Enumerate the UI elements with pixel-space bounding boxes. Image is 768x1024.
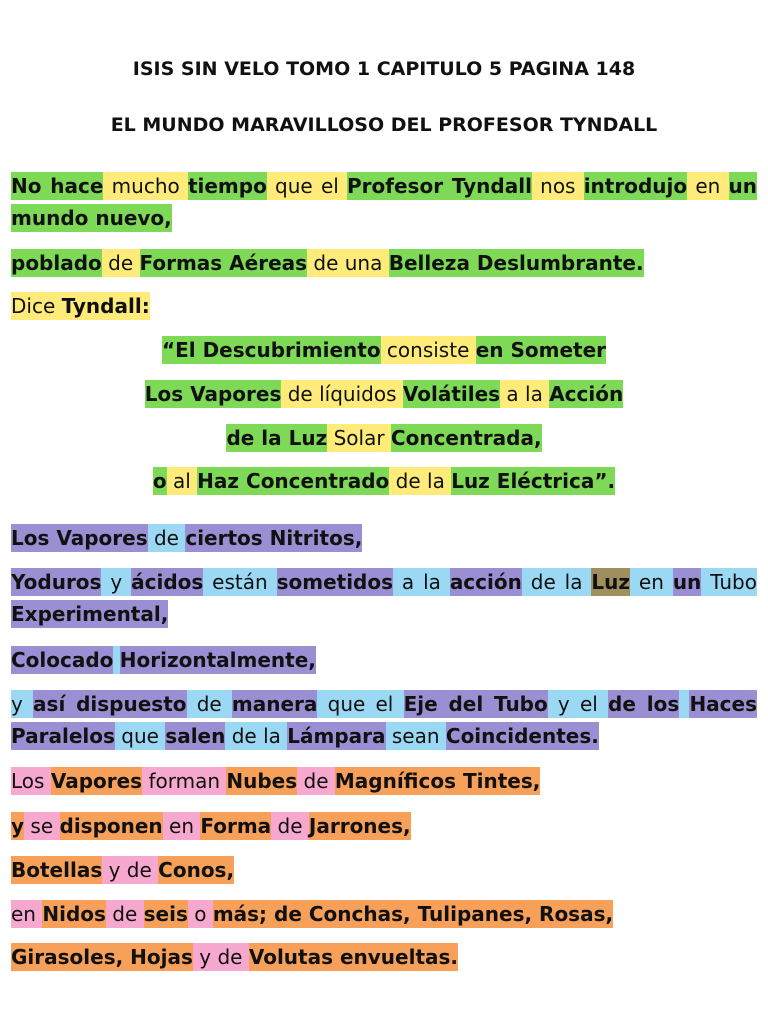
highlight-segment: Lámpara — [287, 724, 386, 748]
paragraph-p13 — [11, 810, 757, 842]
highlight-segment: o — [152, 469, 167, 493]
highlight-segment: y de — [192, 945, 249, 969]
highlight-segment: poblado — [11, 251, 102, 275]
highlight-segment: seis — [143, 902, 188, 926]
highlight-segment: Formas Aéreas — [139, 251, 308, 275]
highlight-segment: de líquidos — [281, 382, 403, 406]
paragraph-p10 — [11, 644, 757, 676]
highlight-segment: de una — [307, 251, 389, 275]
highlight-segment: al — [166, 469, 198, 493]
highlight-segment: un — [672, 570, 702, 594]
highlight-segment: a la — [393, 570, 450, 594]
highlight-segment: y — [101, 570, 132, 594]
highlight-segment: Los Vapores — [144, 382, 282, 406]
highlight-segment: Tyndall: — [61, 294, 150, 318]
highlight-segment: sometidos — [276, 570, 394, 594]
highlight-segment: de — [101, 251, 140, 275]
paragraph-p3 — [11, 290, 757, 322]
highlight-segment: en — [630, 570, 673, 594]
highlight-segment: forman — [142, 769, 227, 793]
highlight-segment: y — [11, 814, 25, 838]
highlight-segment: y de — [102, 858, 159, 882]
highlight-segment: que el — [317, 692, 404, 716]
highlight-segment: Coincidentes. — [445, 724, 599, 748]
highlight-segment: introdujo — [583, 174, 688, 198]
highlight-segment — [679, 690, 689, 718]
paragraph-p6 — [0, 422, 768, 454]
highlight-segment: ácidos — [131, 570, 204, 594]
highlight-segment: se — [24, 814, 60, 838]
highlight-segment: a la — [500, 382, 550, 406]
highlight-segment: de la — [225, 724, 288, 748]
highlight-segment: de — [186, 692, 232, 716]
highlight-segment: No hace — [11, 174, 104, 198]
highlight-segment: o — [187, 902, 213, 926]
highlight-segment: Belleza Deslumbrante. — [388, 251, 644, 275]
highlight-segment: sean — [385, 724, 446, 748]
highlight-segment: y el — [547, 692, 609, 716]
paragraph-p8 — [11, 522, 757, 554]
highlight-segment: Horizontalmente, — [119, 648, 316, 672]
highlight-segment: salen — [165, 724, 226, 748]
highlight-segment: Forma — [200, 814, 272, 838]
highlight-segment: y — [11, 692, 34, 716]
highlight-segment — [113, 646, 119, 674]
highlight-segment: Nubes — [226, 769, 298, 793]
highlight-segment: que — [114, 724, 166, 748]
highlight-segment: de la — [521, 570, 592, 594]
highlight-segment: Colocado — [11, 648, 114, 672]
highlight-segment: de los — [608, 692, 680, 716]
highlight-segment: Profesor Tyndall — [347, 174, 532, 198]
highlight-segment: tiempo — [187, 174, 267, 198]
paragraph-p7 — [0, 465, 768, 497]
highlight-segment: están — [203, 570, 277, 594]
highlight-segment: Vapores — [50, 769, 143, 793]
highlight-segment: Magníficos Tintes, — [334, 769, 541, 793]
highlight-segment: Volátiles — [402, 382, 501, 406]
highlight-segment: de la — [389, 469, 452, 493]
highlight-segment: Girasoles, Hojas — [11, 945, 193, 969]
highlight-segment: manera — [231, 692, 318, 716]
highlight-segment: de la Luz — [226, 426, 328, 450]
paragraph-p5 — [0, 378, 768, 410]
document-title: ISIS SIN VELO TOMO 1 CAPITULO 5 PAGINA 148 — [132, 58, 636, 80]
highlight-segment: Tubo — [701, 570, 757, 594]
highlight-segment: disponen — [59, 814, 163, 838]
highlight-segment: consiste — [380, 338, 476, 362]
highlight-segment: Haces Paralelos — [11, 692, 757, 748]
document-subtitle: EL MUNDO MARAVILLOSO DEL PROFESOR TYNDALL — [110, 114, 658, 136]
paragraph-p16 — [11, 941, 757, 973]
highlight-segment: Los — [11, 769, 51, 793]
highlight-segment: Luz — [591, 570, 631, 594]
paragraph-p14 — [11, 854, 757, 886]
highlight-segment: más; de Conchas, Tulipanes, Rosas, — [212, 902, 614, 926]
highlight-segment: en — [162, 814, 201, 838]
highlight-segment: de — [271, 814, 309, 838]
paragraph-p11 — [11, 688, 757, 752]
paragraph-p2 — [11, 247, 757, 279]
highlight-segment: Acción — [549, 382, 624, 406]
highlight-segment: Botellas — [11, 858, 103, 882]
highlight-segment: Experimental, — [11, 602, 169, 626]
highlight-segment: en Someter — [475, 338, 607, 362]
highlight-segment: de — [105, 902, 144, 926]
highlight-segment: en — [687, 174, 729, 198]
highlight-segment: Jarrones, — [308, 814, 411, 838]
highlight-segment: Solar — [327, 426, 391, 450]
paragraph-p12 — [11, 765, 757, 797]
paragraph-p9 — [11, 566, 757, 630]
highlight-segment: Eje del Tubo — [403, 692, 548, 716]
highlight-segment: acción — [449, 570, 522, 594]
highlight-segment: que el — [266, 174, 348, 198]
highlight-segment: “El Descubrimiento — [161, 338, 381, 362]
highlight-segment: Nidos — [42, 902, 106, 926]
highlight-segment: Luz Eléctrica”. — [451, 469, 616, 493]
paragraph-p4 — [0, 334, 768, 366]
highlight-segment: de — [147, 526, 186, 550]
highlight-segment: Volutas envueltas. — [248, 945, 459, 969]
paragraph-p1 — [11, 170, 757, 234]
highlight-segment: Dice — [11, 294, 62, 318]
highlight-segment: un mundo nuevo, — [11, 174, 758, 230]
highlight-segment: Conos, — [158, 858, 235, 882]
highlight-segment: Haz Concentrado — [197, 469, 390, 493]
highlight-segment: nos — [531, 174, 584, 198]
highlight-segment: Yoduros — [11, 570, 102, 594]
highlight-segment: así dispuesto — [33, 692, 187, 716]
highlight-segment: en — [11, 902, 43, 926]
highlight-segment: ciertos Nitritos, — [185, 526, 363, 550]
paragraph-p15 — [11, 898, 757, 930]
highlight-segment: Los Vapores — [11, 526, 148, 550]
highlight-segment: mucho — [103, 174, 188, 198]
highlight-segment: de — [297, 769, 335, 793]
highlight-segment: Concentrada, — [390, 426, 542, 450]
